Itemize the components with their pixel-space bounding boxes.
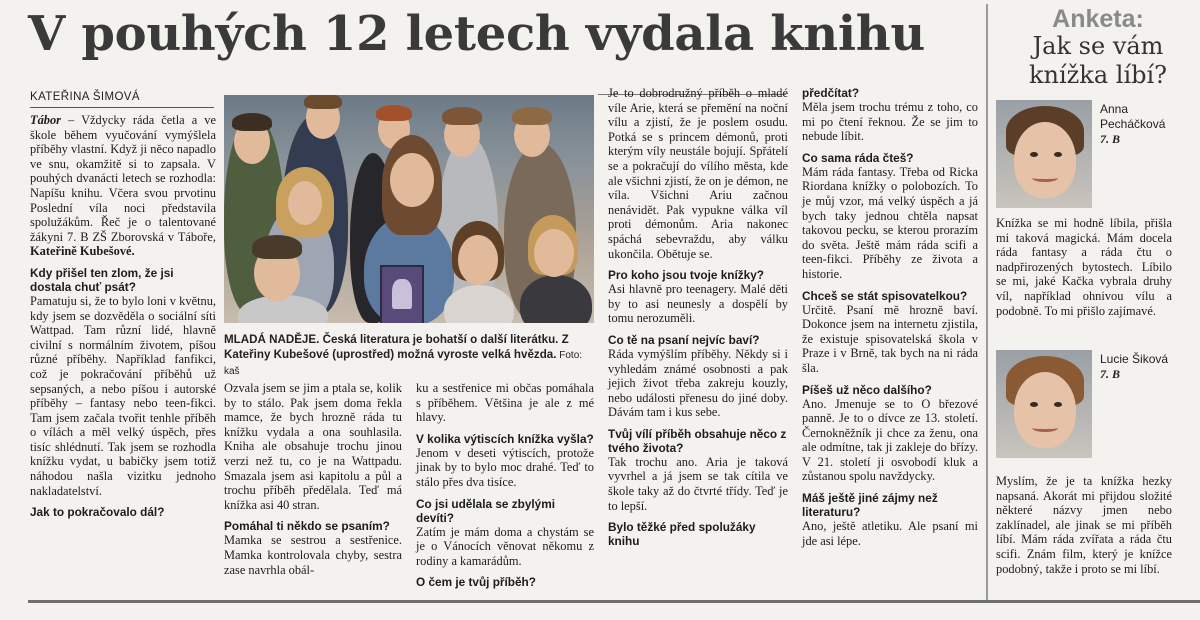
question: Píšeš už něco dalšího? <box>802 382 932 397</box>
question: Bylo těžké před spolužáky knihu <box>608 520 756 549</box>
question: Co tě na psaní nejvíc baví? <box>608 332 760 347</box>
question: Tvůj vílí příběh obsahuje něco z tvého života? <box>608 426 787 455</box>
lead-place: Tábor <box>30 113 61 127</box>
answer: Ráda vymýšlím příběhy. Někdy si i vyhledám známé osobnosti a pak jejich život třeba zakreju kouzly, nebo události přenesu do jiné doby. Dávám tam i kus sebe. <box>608 346 788 420</box>
answer: Jenom v deseti výtiscích, protože jinak by to bylo moc drahé. Teď to stálo přes dva tisíce. <box>416 445 594 489</box>
portrait-eye <box>1030 152 1038 157</box>
question: Chceš se stát spisovatelkou? <box>802 288 968 303</box>
portrait-anna <box>996 100 1092 208</box>
question: Pomáhal ti někdo se psaním? <box>224 519 390 534</box>
question: Jak to pokračovalo dál? <box>30 505 165 520</box>
person-class: 7. B <box>1100 132 1121 146</box>
article-column-4 <box>608 86 788 548</box>
headline: V pouhých 12 letech vydala knihu <box>28 6 925 62</box>
portrait-eye <box>1054 402 1062 407</box>
answer: Mám ráda fantasy. Třeba od Ricka Riordana knížky o polobozích. To je můj vzor, má velký úspěch a já bych taky jednou chtěla napsat takovou pecku, se kterou prorazím do světa. Ještě mám ráda scifi a teen-fikci. Příběhy ze života a historie. <box>802 164 978 281</box>
answer: Pamatuju si, že to bylo loni v květnu, kdy jsem se dozvěděla o sociální síti Wattpad. Tam různí lidé, hlavně civilní s normálním životem, píšou různé příběhy. Například fanfikci, což je pokračování příběhů už sepsaných, a nebo píšou i autorské příběhy – fantasy nebo teen-fikci. Tam jsem začala tvořit tenhle příběh o vílách a měl velký úspěch, přes tisíc shlédnutí. Tak jsem se rozhodla knížku vydat, u babičky jsem totiž náhodou našla vizitku jednoho nakladatelství. <box>30 293 216 498</box>
answer: ku a sestřenice mi občas pomáhala s příběhem. Většina je ale z mé hlavy. <box>416 381 594 425</box>
answer: Asi hlavně pro teenagery. Malé děti by to asi neunesly a dospělí by tomu nerozuměli. <box>608 282 788 326</box>
person-name: Lucie Šiková <box>1100 352 1169 366</box>
article-column-1 <box>30 113 216 519</box>
student-face <box>458 235 498 285</box>
poll-title: Anketa: <box>1052 5 1144 33</box>
portrait-face <box>1014 122 1076 198</box>
lead-text: – Vždycky ráda četla a ve škole během vyučování vymýšlela příběhy vlastní. Když ji něco napadlo ve snu, okamžitě si to zapsala. V pouhých dvanácti letech se rozhodla: Napíšu knihu. Včera svou prvotinu Poslední víla noci představila spolužákům. Řeč je o talentované žákyni 7. B ZŠ Zborovská v Táboře, <box>30 113 216 244</box>
student-hair <box>232 113 272 131</box>
student-hair <box>376 105 412 121</box>
answer: Ano, ještě atletiku. Ale psaní mi jde asi lépe. <box>802 519 978 548</box>
bottom-rule <box>28 600 1200 603</box>
question: O čem je tvůj příběh? <box>416 575 536 590</box>
lead-name: Kateřině Kubešové. <box>30 244 135 259</box>
student-face <box>534 229 574 277</box>
person-name: Anna Pecháčková <box>1100 102 1166 131</box>
portrait-face <box>1014 372 1076 448</box>
answer: Ano. Jmenuje se to O březové panně. Je to o dívce ze 13. století. Černokněžník ji chce za ženu, ona ale odmítne, tak ji zakleje do břízy. V 21. století ji osvobodí kluk a zůstanou spolu navždycky. <box>802 396 978 484</box>
question: V kolika výtiscích knížka vyšla? <box>416 431 594 446</box>
student-figure <box>444 285 514 323</box>
author-byline: KATEŘINA ŠIMOVÁ <box>30 91 140 103</box>
question: Co sama ráda čteš? <box>802 150 914 165</box>
caption-text: Česká literatura je bohatší o další literátku. Z Kateřiny Kubešové (uprostřed) možná vyroste velká hvězda. <box>224 333 569 361</box>
student-face <box>288 181 322 225</box>
held-book <box>380 265 424 323</box>
poll-subtitle: Jak se vám knížka líbí? <box>1028 32 1168 89</box>
byline-rule <box>30 107 214 108</box>
student-hair <box>442 107 482 125</box>
poll-person-2 <box>1100 352 1196 382</box>
answer: Je to dobrodružný příběh o mladé víle Arie, která se přemění na noční vílu a zjistí, že je poslem osudu. Potká se s princem démonů, proti kterým víly neustále bojují. Spřátelí se a pokračují do vílího města, kde ale všichni zjistí, že on je démon, ne víla. Všichni Ariu začnou nenávidět. Pak vypukne válka víl proti démonům. Aria nakonec spáchá sebevraždu, aby válku ukončila. Obětuje se. <box>608 86 788 261</box>
question: Pro koho jsou tvoje knížky? <box>608 268 765 283</box>
article-column-2 <box>224 381 402 584</box>
poll-divider <box>986 4 988 600</box>
answer: Zatím je mám doma a chystám se je o Vánocích věnovat někomu z rodiny a kamarádům. <box>416 524 594 568</box>
portrait-eye <box>1030 402 1038 407</box>
student-hair <box>512 107 552 125</box>
caption-credit: Foto: kaš <box>224 350 583 377</box>
portrait-smile <box>1032 424 1058 432</box>
person-class: 7. B <box>1100 367 1121 381</box>
question: Máš ještě jiné zájmy než literaturu? <box>802 491 938 520</box>
answer: Tak trochu ano. Aria je taková vyvrhel a já jsem se tak cítila ve škole taky až do čtvrté třídy. Teď je to lepší. <box>608 454 788 513</box>
question: Kdy přišel ten zlom, že jsi dostala chuť psát? <box>30 265 174 294</box>
poll-answer-2: Myslím, že je ta knížka hezky napsaná. Akorát mi přijdou složité některé názvy jmen nebo zaklínadel, ale jinak se mi příběh líbí. Mám ráda zvířata a ráda čtu scifi. Znám film, který je knížce podobný, takže i proto se mi líbí. <box>996 474 1172 576</box>
photo-caption <box>224 332 594 379</box>
poll-person-1 <box>1100 102 1196 147</box>
group-photo <box>224 95 594 323</box>
caption-title: MLADÁ NADĚJE. <box>224 333 320 346</box>
answer: Mamka se sestrou a sestřenice. Mamka kontrolovala chyby, sestra zase navrhla obál- <box>224 533 402 577</box>
article-column-5 <box>802 86 978 555</box>
article-column-3 <box>416 381 594 589</box>
question: předčítat? <box>802 86 860 100</box>
student-figure <box>520 275 592 323</box>
portrait-smile <box>1032 174 1058 182</box>
answer: Určitě. Psaní mě hrozně baví. Dokonce jsem na internetu zjistila, že existuje spisovatelská škola v Praze i v Brně, tak bych na ni ráda šla. <box>802 302 978 375</box>
portrait-eye <box>1054 152 1062 157</box>
answer: Měla jsem trochu trému z toho, co mi po čtení řeknou. Že se jim to nebude líbit. <box>802 100 978 144</box>
answer: Ozvala jsem se jim a ptala se, kolik by to stálo. Pak jsem doma řekla mamce, že bych hrozně ráda tu knížku vydala a ona souhlasila. Kniha ale obsahuje trochu jinou verzi než tu, co je na Wattpadu. Smazala jsem asi kapitolu a půl a trochu příběh předělala. Teď má knížka asi 40 stran. <box>224 381 402 512</box>
poll-answer-1: Knížka se mi hodně líbila, přišla mi taková magická. Mám docela ráda fantasy a ráda čtu o nadpřirozených bytostech. Líbilo se mi, jaké Kačka vybrala druhy víl, například ohnivou vílu a podobně. To mi přišlo zajímavé. <box>996 216 1172 318</box>
student-hair <box>304 95 342 109</box>
student-face <box>390 153 434 207</box>
question: Co jsi udělala se zbylými devíti? <box>416 496 555 525</box>
portrait-lucie <box>996 350 1092 458</box>
student-hair <box>252 235 302 259</box>
lead-paragraph <box>30 113 216 259</box>
